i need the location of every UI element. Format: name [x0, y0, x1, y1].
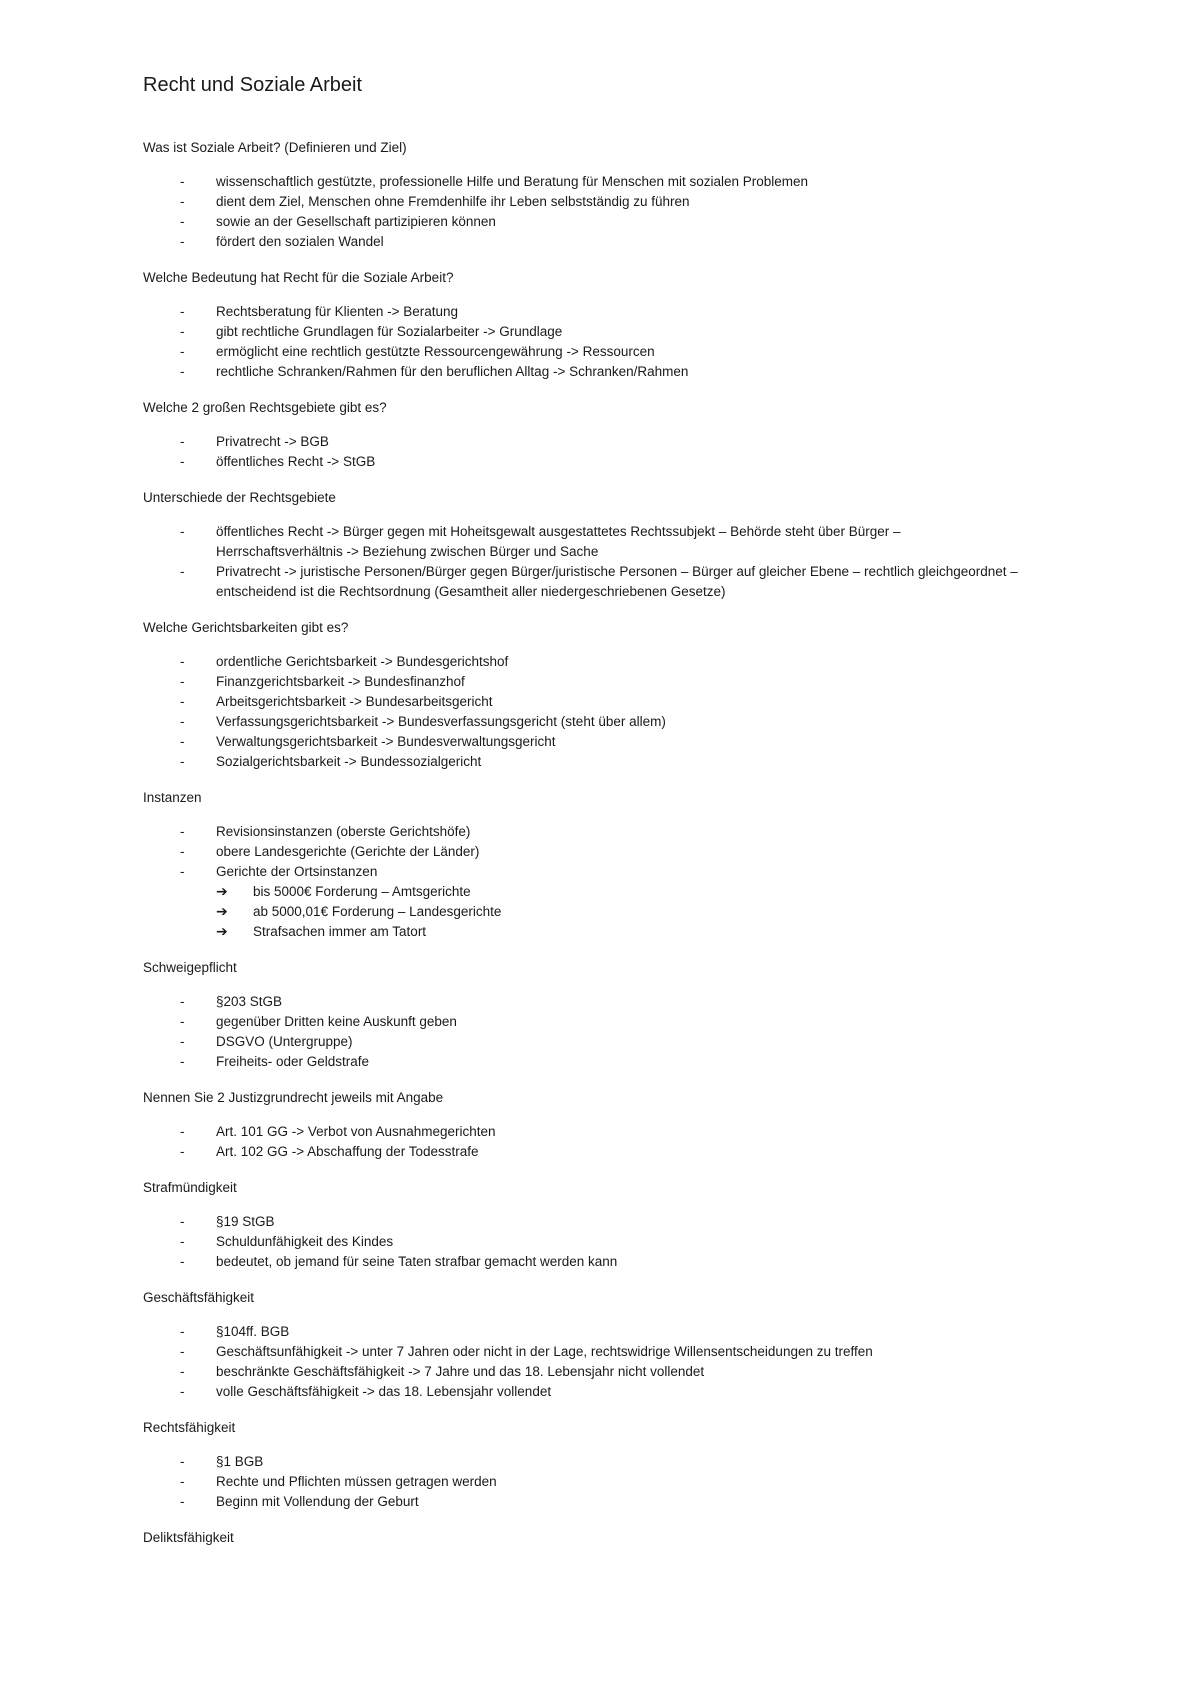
arrow-right-icon: ➔: [216, 924, 228, 940]
bullet-list: [143, 432, 1023, 472]
list-item: [143, 432, 1023, 452]
dash-bullet: -: [180, 1054, 185, 1069]
dash-bullet: -: [180, 674, 185, 689]
list-item: [143, 1322, 1023, 1342]
section: [143, 1418, 1023, 1512]
list-item-text: Sozialgerichtsbarkeit -> Bundessozialgericht: [216, 754, 482, 769]
sub-list-item-text: bis 5000€ Forderung – Amtsgerichte: [253, 884, 471, 899]
dash-bullet: -: [180, 234, 185, 249]
list-item: [143, 752, 1023, 772]
list-item: [143, 1052, 1023, 1072]
list-item-text: §19 StGB: [216, 1214, 275, 1229]
list-item: [143, 1382, 1023, 1402]
list-item: [143, 712, 1023, 732]
list-item: [143, 212, 1023, 232]
section-heading: Was ist Soziale Arbeit? (Definieren und Ziel): [143, 140, 407, 155]
list-item-text: §203 StGB: [216, 994, 283, 1009]
list-item-text: rechtliche Schranken/Rahmen für den beruflichen Alltag -> Schranken/Rahmen: [216, 364, 689, 379]
list-item: [143, 842, 1023, 862]
dash-bullet: -: [180, 304, 185, 319]
list-item-text: beschränkte Geschäftsfähigkeit -> 7 Jahre und das 18. Lebensjahr nicht vollendet: [216, 1364, 705, 1379]
dash-bullet: -: [180, 1364, 185, 1379]
section: [143, 398, 1023, 472]
list-item: [143, 692, 1023, 712]
dash-bullet: -: [180, 1014, 185, 1029]
list-item: [143, 1452, 1023, 1472]
list-item: [143, 322, 1023, 342]
list-item: [143, 1012, 1023, 1032]
arrow-right-icon: ➔: [216, 904, 228, 920]
list-item: [143, 822, 1023, 842]
bullet-list: [143, 1122, 1023, 1162]
dash-bullet: -: [180, 1124, 185, 1139]
section-heading: Strafmündigkeit: [143, 1180, 237, 1195]
section-heading: Nennen Sie 2 Justizgrundrecht jeweils mit Angabe: [143, 1090, 444, 1105]
section-heading: Unterschiede der Rechtsgebiete: [143, 490, 336, 505]
list-item-text: sowie an der Gesellschaft partizipieren können: [216, 214, 496, 229]
document-title: Recht und Soziale Arbeit: [143, 74, 363, 96]
list-item-text: Arbeitsgerichtsbarkeit -> Bundesarbeitsgericht: [216, 694, 493, 709]
bullet-list: [143, 652, 1023, 772]
list-item-text: §104ff. BGB: [216, 1324, 290, 1339]
dash-bullet: -: [180, 564, 185, 579]
bullet-list: [143, 172, 1023, 252]
list-item-text: Rechtsberatung für Klienten -> Beratung: [216, 304, 459, 319]
list-item-text: §1 BGB: [216, 1454, 264, 1469]
dash-bullet: -: [180, 1344, 185, 1359]
list-item-text: Privatrecht -> juristische Personen/Bürger gegen Bürger/juristische Personen – Bürger auf gleicher Ebene – rechtlich gleichgeordnet – entscheidend ist die Rechtsordnung (Gesamtheit aller niedergeschriebenen Gesetze): [216, 564, 1018, 599]
list-item: [143, 732, 1023, 752]
section: [143, 1528, 1023, 1548]
dash-bullet: -: [180, 434, 185, 449]
list-item: [143, 302, 1023, 322]
list-item-text: Rechte und Pflichten müssen getragen werden: [216, 1474, 497, 1489]
list-item: [143, 1342, 1023, 1362]
list-item: [143, 562, 1023, 602]
list-item-text: öffentliches Recht -> Bürger gegen mit Hoheitsgewalt ausgestattetes Rechtssubjekt – Behörde steht über Bürger – Herrschaftsverhältnis -> Beziehung zwischen Bürger und Sache: [216, 524, 901, 559]
sub-list-item: [143, 882, 1023, 902]
dash-bullet: -: [180, 1214, 185, 1229]
dash-bullet: -: [180, 1324, 185, 1339]
section-heading: Welche Bedeutung hat Recht für die Soziale Arbeit?: [143, 270, 454, 285]
dash-bullet: -: [180, 524, 185, 539]
list-item: [143, 192, 1023, 212]
dash-bullet: -: [180, 324, 185, 339]
section: [143, 788, 1023, 942]
sub-list-item: [143, 902, 1023, 922]
section-heading: Geschäftsfähigkeit: [143, 1290, 255, 1305]
dash-bullet: -: [180, 754, 185, 769]
list-item-text: öffentliches Recht -> StGB: [216, 454, 376, 469]
list-item: [143, 232, 1023, 252]
list-item-text: ordentliche Gerichtsbarkeit -> Bundesgerichtshof: [216, 654, 509, 669]
dash-bullet: -: [180, 734, 185, 749]
section: [143, 268, 1023, 382]
list-item-text: Beginn mit Vollendung der Geburt: [216, 1494, 419, 1509]
list-item: [143, 342, 1023, 362]
section: [143, 1288, 1023, 1402]
bullet-list: [143, 992, 1023, 1072]
list-item: [143, 1472, 1023, 1492]
section: [143, 618, 1023, 772]
list-item: [143, 992, 1023, 1012]
list-item-text: Freiheits- oder Geldstrafe: [216, 1054, 370, 1069]
list-item-text: DSGVO (Untergruppe): [216, 1034, 353, 1049]
list-item-text: Art. 102 GG -> Abschaffung der Todesstrafe: [216, 1144, 479, 1159]
section-heading: Deliktsfähigkeit: [143, 1530, 234, 1545]
list-item-text: obere Landesgerichte (Gerichte der Länder): [216, 844, 480, 859]
dash-bullet: -: [180, 1034, 185, 1049]
list-item: [143, 1122, 1023, 1142]
dash-bullet: -: [180, 174, 185, 189]
list-item: [143, 1142, 1023, 1162]
section-heading: Instanzen: [143, 790, 202, 805]
document-page: [143, 72, 1023, 1562]
dash-bullet: -: [180, 344, 185, 359]
document-body: [143, 138, 1023, 1548]
dash-bullet: -: [180, 864, 185, 879]
list-item-text: dient dem Ziel, Menschen ohne Fremdenhilfe ihr Leben selbstständig zu führen: [216, 194, 690, 209]
list-item-text: ermöglicht eine rechtlich gestützte Ressourcengewährung -> Ressourcen: [216, 344, 655, 359]
list-item-text: Finanzgerichtsbarkeit -> Bundesfinanzhof: [216, 674, 465, 689]
list-item: [143, 522, 1023, 562]
section-heading: Schweigepflicht: [143, 960, 237, 975]
dash-bullet: -: [180, 454, 185, 469]
list-item-text: Art. 101 GG -> Verbot von Ausnahmegerichten: [216, 1124, 496, 1139]
sub-list-item: [143, 922, 1023, 942]
list-item-text: wissenschaftlich gestützte, professionelle Hilfe und Beratung für Menschen mit sozialen Problemen: [216, 174, 809, 189]
dash-bullet: -: [180, 364, 185, 379]
list-item-text: gibt rechtliche Grundlagen für Sozialarbeiter -> Grundlage: [216, 324, 563, 339]
list-item: [143, 362, 1023, 382]
arrow-right-icon: ➔: [216, 884, 228, 900]
list-item-text: volle Geschäftsfähigkeit -> das 18. Lebensjahr vollendet: [216, 1384, 552, 1399]
dash-bullet: -: [180, 654, 185, 669]
list-item: [143, 1032, 1023, 1052]
list-item-text: Schuldunfähigkeit des Kindes: [216, 1234, 394, 1249]
section-heading: Welche 2 großen Rechtsgebiete gibt es?: [143, 400, 387, 415]
list-item-text: Revisionsinstanzen (oberste Gerichtshöfe): [216, 824, 471, 839]
section: [143, 138, 1023, 252]
bullet-list: [143, 522, 1023, 602]
dash-bullet: -: [180, 1474, 185, 1489]
list-item: [143, 862, 1023, 882]
list-item: [143, 452, 1023, 472]
dash-bullet: -: [180, 1254, 185, 1269]
bullet-list: [143, 1212, 1023, 1272]
section: [143, 958, 1023, 1072]
section: [143, 1088, 1023, 1162]
list-item: [143, 172, 1023, 192]
dash-bullet: -: [180, 1454, 185, 1469]
section: [143, 488, 1023, 602]
dash-bullet: -: [180, 1384, 185, 1399]
dash-bullet: -: [180, 194, 185, 209]
list-item-text: Gerichte der Ortsinstanzen: [216, 864, 378, 879]
list-item-text: Geschäftsunfähigkeit -> unter 7 Jahren oder nicht in der Lage, rechtswidrige Willensentscheidungen zu treffen: [216, 1344, 873, 1359]
sub-list-item-text: ab 5000,01€ Forderung – Landesgerichte: [253, 904, 502, 919]
list-item: [143, 1492, 1023, 1512]
dash-bullet: -: [180, 694, 185, 709]
dash-bullet: -: [180, 824, 185, 839]
dash-bullet: -: [180, 1234, 185, 1249]
list-item: [143, 1212, 1023, 1232]
list-item: [143, 672, 1023, 692]
dash-bullet: -: [180, 714, 185, 729]
list-item: [143, 1232, 1023, 1252]
dash-bullet: -: [180, 214, 185, 229]
dash-bullet: -: [180, 994, 185, 1009]
list-item: [143, 1252, 1023, 1272]
bullet-list: [143, 302, 1023, 382]
list-item-text: Privatrecht -> BGB: [216, 434, 329, 449]
list-item: [143, 652, 1023, 672]
list-item-text: fördert den sozialen Wandel: [216, 234, 384, 249]
dash-bullet: -: [180, 844, 185, 859]
list-item-text: Verfassungsgerichtsbarkeit -> Bundesverfassungsgericht (steht über allem): [216, 714, 666, 729]
list-item-text: gegenüber Dritten keine Auskunft geben: [216, 1014, 457, 1029]
dash-bullet: -: [180, 1144, 185, 1159]
list-item: [143, 1362, 1023, 1382]
bullet-list: [143, 1452, 1023, 1512]
list-item-text: Verwaltungsgerichtsbarkeit -> Bundesverwaltungsgericht: [216, 734, 556, 749]
bullet-list: [143, 822, 1023, 942]
section: [143, 1178, 1023, 1272]
dash-bullet: -: [180, 1494, 185, 1509]
section-heading: Rechtsfähigkeit: [143, 1420, 236, 1435]
sub-list-item-text: Strafsachen immer am Tatort: [253, 924, 427, 939]
bullet-list: [143, 1322, 1023, 1402]
list-item-text: bedeutet, ob jemand für seine Taten strafbar gemacht werden kann: [216, 1254, 618, 1269]
section-heading: Welche Gerichtsbarkeiten gibt es?: [143, 620, 349, 635]
